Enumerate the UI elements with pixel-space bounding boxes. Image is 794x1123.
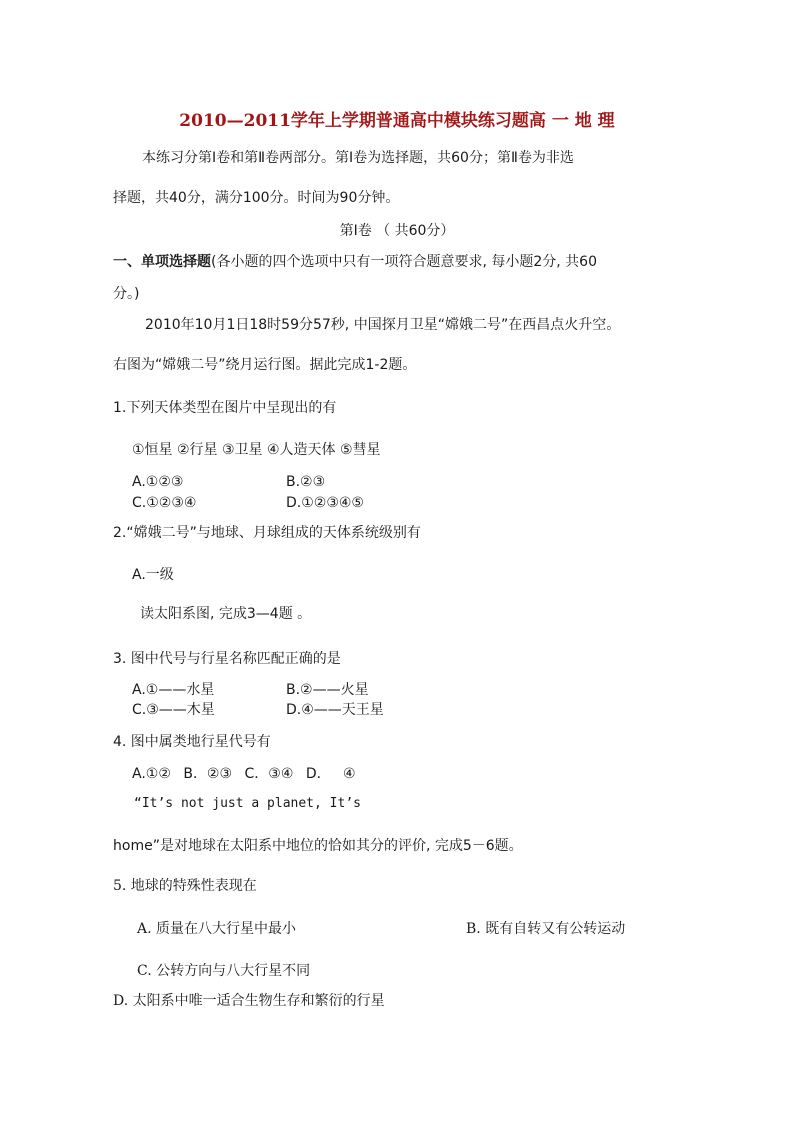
section1-label: 一、单项选择题 <box>113 254 211 270</box>
q1-option-c: C.①②③④ <box>132 495 197 511</box>
passage3-line-2: home”是对地球在太阳系中地位的恰如其分的评价, 完成5－6题。 <box>113 838 523 854</box>
section1-header <box>113 253 597 271</box>
intro-line-1: 本练习分第Ⅰ卷和第Ⅱ卷两部分。第Ⅰ卷为选择题，共60分；第Ⅱ卷为非选 <box>142 150 574 166</box>
q5-option-b: B. 既有自转又有公转运动 <box>466 921 626 937</box>
page-title: 2010—2011学年上学期普通高中模块练习题高 一 地 理 <box>179 111 615 131</box>
passage1-line-1: 2010年10月1日18时59分57秒, 中国探月卫星“嫦娥二号”在西昌点火升空。 <box>145 317 621 333</box>
q1-items: ①恒星 ②行星 ③卫星 ④人造天体 ⑤彗星 <box>132 442 381 458</box>
q5-stem: 5. 地球的特殊性表现在 <box>113 878 257 894</box>
q4-stem: 4. 图中属类地行星代号有 <box>113 734 271 750</box>
passage3-line-1: “It’s not just a planet, It’s <box>134 796 361 811</box>
q5-option-d: D. 太阳系中唯一适合生物生存和繁衍的行星 <box>113 993 385 1009</box>
q1-stem: 1.下列天体类型在图片中呈现出的有 <box>113 400 337 416</box>
part1-heading: 第Ⅰ卷 （ 共60分） <box>339 223 455 239</box>
q1-option-d: D.①②③④⑤ <box>286 495 364 511</box>
intro-line-2: 择题，共40分，满分100分。时间为90分钟。 <box>113 190 400 206</box>
section1-desc-cont: 分。) <box>113 286 140 302</box>
section1-desc: (各小题的四个选项中只有一项符合题意要求, 每小题2分, 共60 <box>211 254 597 270</box>
q2-option-a: A.一级 <box>132 567 174 583</box>
q3-option-c: C.③——木星 <box>132 702 215 718</box>
q3-option-a: A.①——水星 <box>132 682 215 698</box>
q5-option-c: C. 公转方向与八大行星不同 <box>137 963 311 979</box>
q4-options: A.①② B．②③ C．③④ D． ④ <box>132 766 356 782</box>
q3-option-b: B.②——火星 <box>286 682 369 698</box>
passage2: 读太阳系图, 完成3—4题 。 <box>140 606 312 622</box>
q5-option-a: A. 质量在八大行星中最小 <box>137 921 297 937</box>
q3-option-d: D.④——天王星 <box>286 702 384 718</box>
q2-stem: 2.“嫦娥二号”与地球、月球组成的天体系统级别有 <box>113 525 421 541</box>
q1-option-a: A.①②③ <box>132 474 184 490</box>
q3-stem: 3. 图中代号与行星名称匹配正确的是 <box>113 651 341 667</box>
q1-option-b: B.②③ <box>286 474 326 490</box>
passage1-line-2: 右图为“嫦娥二号”绕月运行图。据此完成1-2题。 <box>113 357 417 373</box>
